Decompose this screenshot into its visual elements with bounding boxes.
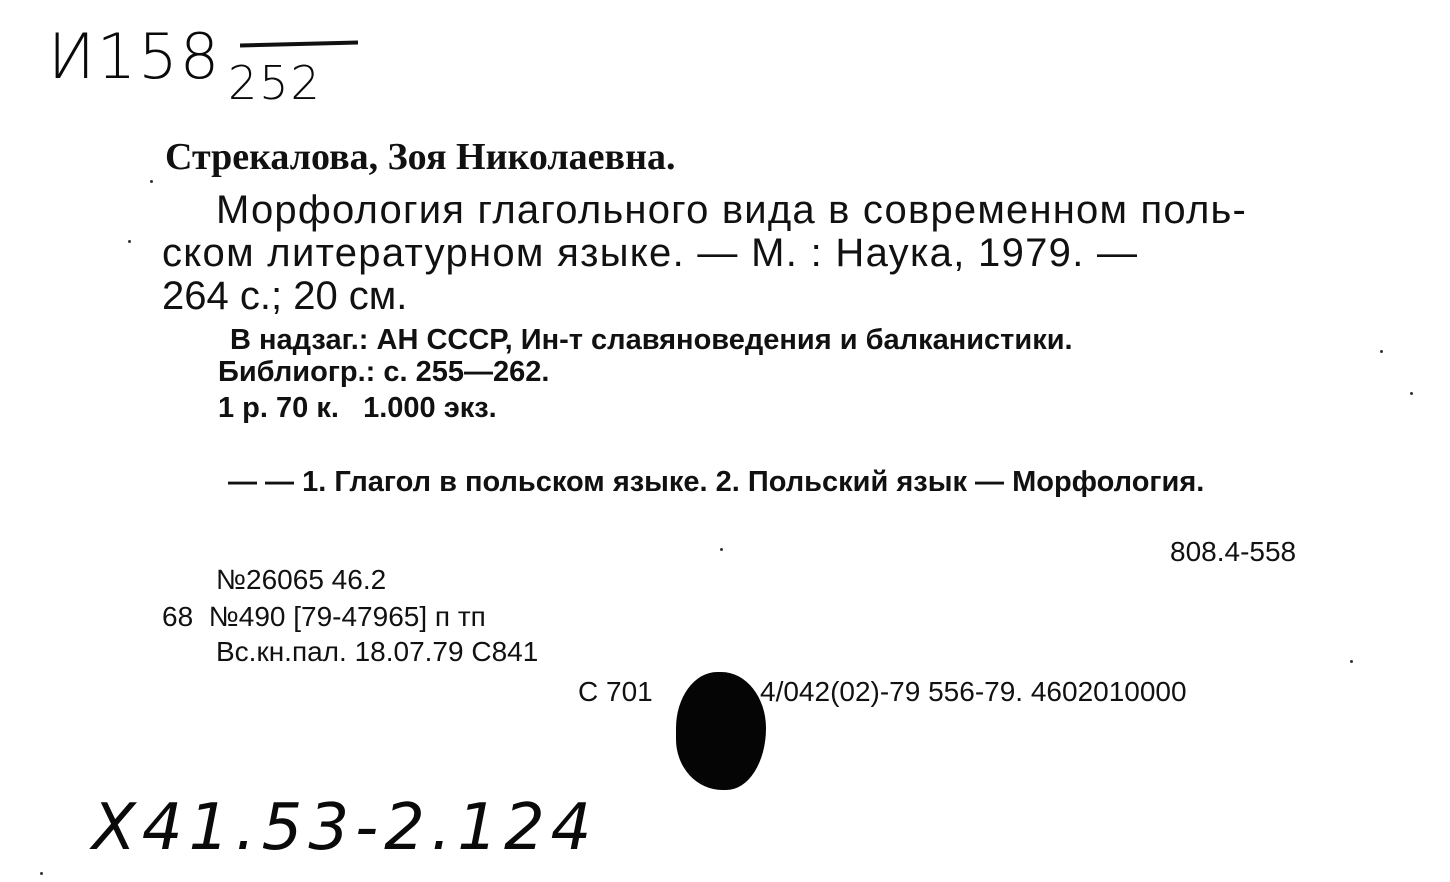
- scan-speck: [720, 548, 723, 551]
- scan-speck: [40, 872, 43, 875]
- title-line-3: 264 с.; 20 см.: [162, 274, 408, 318]
- scan-speck: [150, 180, 153, 183]
- ink-blot: [676, 672, 766, 790]
- record-line-1: №26065 46.2: [216, 564, 387, 595]
- note-line-1: В надзаг.: АН СССР, Ин-т славяноведения и балканистики.: [230, 324, 1073, 356]
- scan-speck: [128, 240, 131, 243]
- record-line-3: Вс.кн.пал. 18.07.79 С841: [216, 636, 539, 667]
- record-line-2: 68 №490 [79-47965] п тп: [162, 601, 486, 632]
- handwritten-shelf-mark: Х41.53-2.124: [92, 791, 598, 865]
- title-line-2: ском литературном языке. — М. : Наука, 1979. —: [162, 231, 1139, 275]
- scan-speck: [1350, 660, 1353, 663]
- price-circulation: 1 р. 70 к. 1.000 экз.: [218, 392, 497, 424]
- handwritten-call-number-sub: 252: [228, 56, 322, 110]
- fraction-bar: [240, 40, 358, 47]
- index-line-start: С 701: [578, 676, 653, 707]
- subject-headings: — — 1. Глагол в польском языке. 2. Польский язык — Морфология.: [228, 466, 1205, 498]
- note-line-2: Библиогр.: с. 255—262.: [218, 356, 550, 388]
- index-line-rest: 4/042(02)-79 556-79. 4602010000: [760, 676, 1187, 707]
- scan-speck: [1380, 350, 1383, 353]
- author-heading: Стрекалова, Зоя Николаевна.: [165, 136, 676, 178]
- scan-speck: [1410, 392, 1413, 395]
- classification-number: 808.4-558: [1170, 536, 1297, 567]
- title-line-1: Морфология глагольного вида в современном поль-: [216, 188, 1248, 232]
- handwritten-call-number: И158: [48, 20, 222, 93]
